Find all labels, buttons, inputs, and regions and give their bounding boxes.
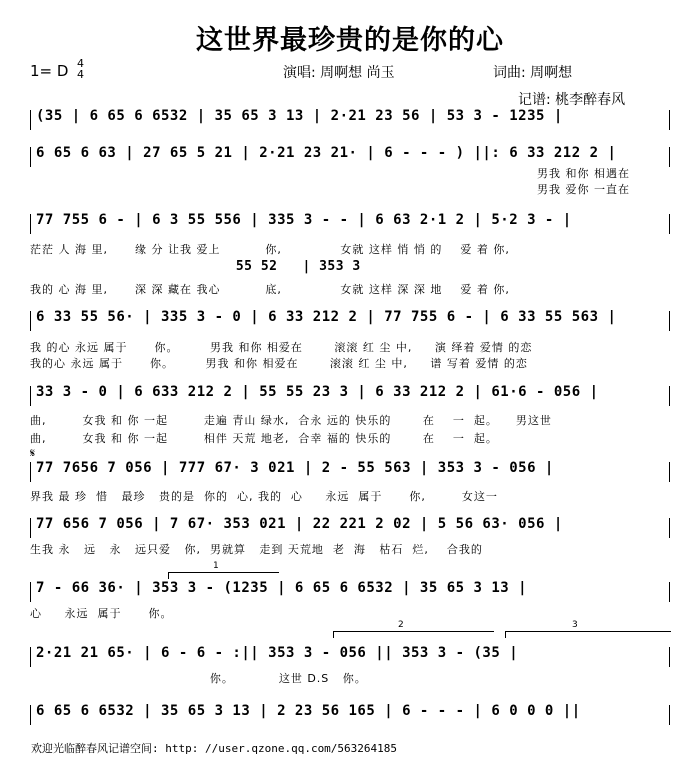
footer-link-text: 欢迎光临醉春风记谱空间: http: //user.qzone.qq.com/563264185 [31, 742, 398, 755]
lyric-line: 界我 最 珍 惜 最珍 贵的是 你的 心, 我的 心 永远 属于 你, 女这一 [30, 490, 498, 503]
notes: 77 755 6 - | 6 3 55 556 | 335 3 - - | 6 63 2·1 2 | 5·2 3 - | [36, 212, 572, 228]
score-line-7 [30, 516, 670, 536]
notes: 55 52 | 353 3 [36, 259, 361, 274]
lyric-line: 心 永远 属于 你。 [30, 607, 173, 620]
score-line-5 [30, 384, 670, 404]
notes: 2·21 21 65· | 6 - 6 - :|| 353 3 - 056 || 353 3 - (35 | [36, 645, 519, 661]
key-signature: 1= D [30, 62, 69, 80]
score-line-4 [30, 309, 670, 329]
time-signature-numerator: 4 [77, 57, 84, 70]
lyric-line: 曲, 女我 和 你 一起 相伴 天荒 地老, 合幸 福的 快乐的 在 一 起。 [30, 432, 498, 445]
score-line-8 [30, 580, 670, 600]
score-line-6 [30, 460, 670, 480]
lyric-line: 我的 心 海 里, 深 深 藏在 我心 底, 女就 这样 深 深 地 爱 着 你, [30, 283, 510, 296]
lyric-line: 男我 爱你 一直在 [537, 183, 630, 196]
score-line-2 [30, 145, 670, 165]
composer-credit: 词曲: 周啊想 [493, 65, 573, 81]
lyric-line: 生我 永 远 永 远只爱 你, 男就算 走到 天荒地 老 海 枯石 烂, 合我的 [30, 543, 483, 556]
notes: 7 - 66 36· | 353 3 - (1235 | 6 65 6 6532 | 35 65 3 13 | [36, 580, 528, 596]
score-line-9 [30, 645, 670, 665]
notes: (35 | 6 65 6 6532 | 35 65 3 13 | 2·21 23 56 | 53 3 - 1235 | [36, 108, 563, 124]
lyric-line: 男我 和你 相遇在 [537, 167, 630, 180]
volta-2: 2 [333, 631, 494, 638]
lyric-line: 你。 这世 D.S 你。 [30, 672, 367, 685]
volta-1: 1 [168, 572, 279, 579]
notes: 6 65 6 6532 | 35 65 3 13 | 2 23 56 165 | 6 - - - | 6 0 0 0 || [36, 703, 581, 719]
lyric-line: 我的心 永远 属于 你。 男我 和你 相爱在 滚滚 红 尘 中, 谱 写着 爱情 的恋 [30, 357, 528, 370]
score-line-3-alt [30, 259, 670, 275]
notes: 77 7656 7 056 | 777 67· 3 021 | 2 - 55 563 | 353 3 - 056 | [36, 460, 554, 476]
transcriber-credit: 记谱: 桃李醉春风 [518, 92, 626, 108]
time-signature [77, 58, 84, 80]
notes: 77 656 7 056 | 7 67· 353 021 | 22 221 2 02 | 5 56 63· 056 | [36, 516, 563, 532]
score-line-10 [30, 703, 670, 723]
time-signature-denominator: 4 [77, 68, 84, 81]
notes: 33 3 - 0 | 6 633 212 2 | 55 55 23 3 | 6 33 212 2 | 61·6 - 056 | [36, 384, 599, 400]
notes: 6 65 6 63 | 27 65 5 21 | 2·21 23 21· | 6 - - - ) ||: 6 33 212 2 | [36, 145, 617, 161]
lyric-line: 我 的心 永远 属于 你。 男我 和你 相爱在 滚滚 红 尘 中, 演 绎着 爱情 的恋 [30, 341, 533, 354]
song-title: 这世界最珍贵的是你的心 [196, 25, 504, 56]
score-line-1 [30, 108, 670, 128]
lyric-line: 曲, 女我 和 你 一起 走遍 青山 绿水, 合永 远的 快乐的 在 一 起。 男这世 [30, 414, 552, 427]
score-line-3 [30, 212, 670, 232]
singers-credit: 演唱: 周啊想 尚玉 [283, 65, 395, 81]
segno-sign: 𝄋 [30, 446, 36, 460]
notes: 6 33 55 56· | 335 3 - 0 | 6 33 212 2 | 77 755 6 - | 6 33 55 563 | [36, 309, 617, 325]
lyric-line: 茫茫 人 海 里, 缘 分 让我 爱上 你, 女就 这样 悄 悄 的 爱 着 你, [30, 243, 510, 256]
volta-3: 3 [505, 631, 671, 638]
